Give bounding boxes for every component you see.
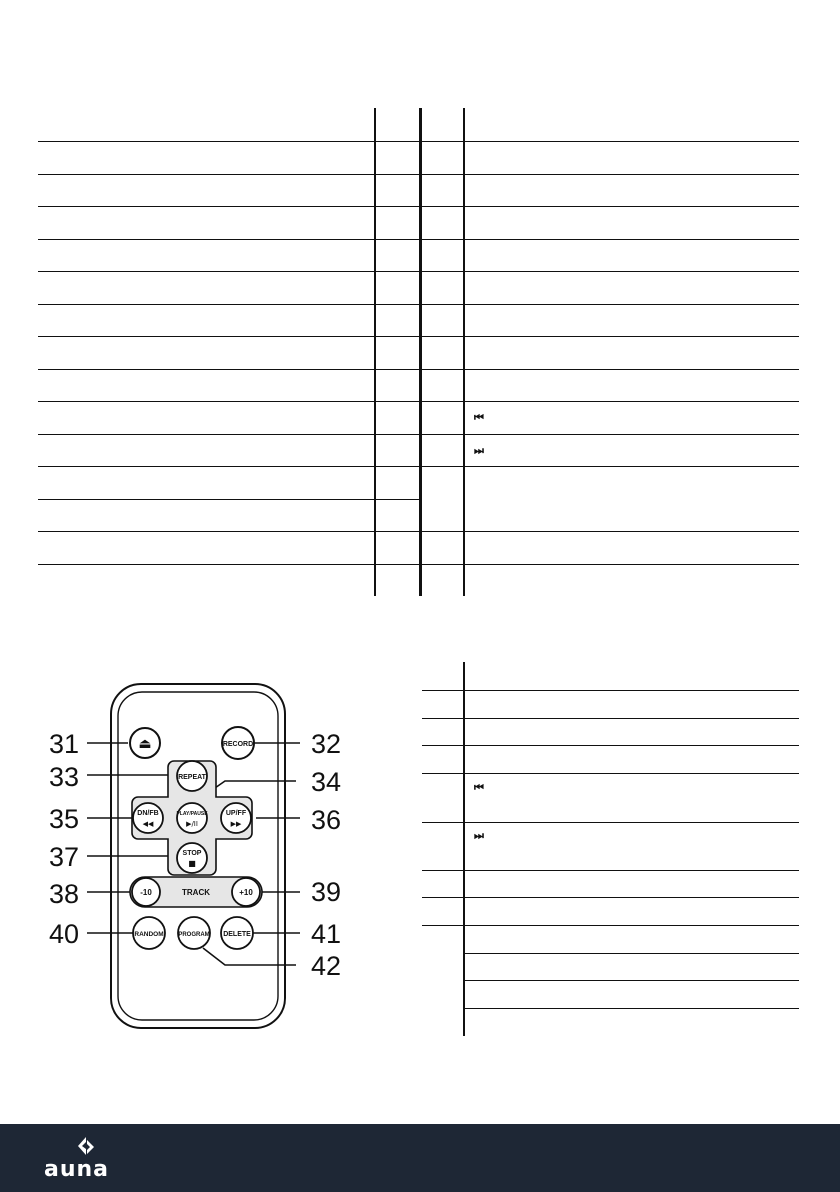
- top-table-row-line: [376, 564, 420, 565]
- bottom-table-row-line: [465, 953, 799, 954]
- top-table-row-line: [422, 271, 799, 272]
- top-table-row-line: [38, 499, 376, 500]
- auna-logo-text: auna: [44, 1157, 110, 1182]
- top-table-row-line: [376, 141, 420, 142]
- top-table-row-line: [422, 531, 799, 532]
- callout-number-35: 35: [49, 804, 80, 834]
- record-button-label: RECORD: [222, 741, 254, 748]
- play-pause-button-label: PLAY/PAUSE: [176, 811, 208, 817]
- top-table-row-line: [422, 434, 799, 435]
- bottom-table-row-line: [422, 718, 799, 719]
- bottom-table-row-line: [422, 822, 799, 823]
- top-table-row-line: [376, 239, 420, 240]
- top-table-row-line: [376, 466, 420, 467]
- skip-previous-icon: ⏮: [474, 411, 484, 424]
- footer-bar: [0, 1124, 840, 1192]
- top-table-row-line: [38, 271, 376, 272]
- top-table-row-line: [38, 336, 376, 337]
- random-button-label: RANDOM: [134, 931, 164, 938]
- top-table-row-line: [376, 434, 420, 435]
- top-table-row-line: [38, 466, 376, 467]
- up-ff-button-label: UP/FF: [225, 810, 247, 817]
- play-pause-icon: ▶/II: [186, 820, 198, 828]
- top-table-row-line: [422, 304, 799, 305]
- callout-number-41: 41: [311, 919, 342, 949]
- top-table-row-line: [422, 206, 799, 207]
- fast-forward-icon: ▶▶: [230, 820, 242, 828]
- top-table-row-line: [422, 369, 799, 370]
- callout-number-31: 31: [49, 729, 80, 759]
- skip-next-icon: ⏭: [474, 444, 484, 457]
- top-table-row-line: [38, 434, 376, 435]
- bottom-table-row-line: [422, 745, 799, 746]
- program-button-label: PROGRAM: [178, 932, 210, 938]
- top-table-row-line: [38, 141, 376, 142]
- top-table-row-line: [376, 304, 420, 305]
- play-pause-button: [177, 803, 207, 833]
- bottom-table-row-line: [422, 690, 799, 691]
- top-table-row-line: [376, 271, 420, 272]
- up-ff-button: [221, 803, 251, 833]
- top-table-row-line: [376, 531, 420, 532]
- plus10-button-label: +10: [239, 888, 253, 897]
- skip-next-icon: ⏭: [474, 829, 484, 842]
- bottom-table-row-line: [465, 980, 799, 981]
- top-table-row-line: [38, 206, 376, 207]
- callout-number-32: 32: [311, 729, 342, 759]
- dn-fb-button: [133, 803, 163, 833]
- top-table-row-line: [38, 531, 376, 532]
- top-table-row-line: [38, 304, 376, 305]
- bottom-table-row-line: [422, 773, 799, 774]
- callout-number-40: 40: [49, 919, 80, 949]
- callout-number-36: 36: [311, 805, 342, 835]
- remote-control-illustration: [0, 640, 420, 1040]
- callout-number-34: 34: [311, 767, 342, 797]
- top-table-row-line: [38, 401, 376, 402]
- minus10-button-label: -10: [140, 888, 152, 897]
- bottom-table-row-line: [422, 925, 799, 926]
- top-table-row-line: [422, 174, 799, 175]
- dn-fb-button-label: DN/FB: [137, 810, 159, 817]
- stop-icon: ■: [188, 859, 196, 868]
- callout-number-42: 42: [311, 951, 342, 981]
- bottom-table-row-line: [422, 870, 799, 871]
- repeat-button-label: REPEAT: [178, 774, 206, 781]
- top-table-row-line: [376, 206, 420, 207]
- top-table-row-line: [38, 239, 376, 240]
- top-table-row-line: [376, 369, 420, 370]
- top-table-row-line: [376, 336, 420, 337]
- top-table-row-line: [422, 239, 799, 240]
- top-table-row-line: [376, 499, 420, 500]
- top-table-row-line: [38, 174, 376, 175]
- top-table-row-line: [422, 141, 799, 142]
- top-table-row-line: [422, 466, 799, 467]
- callout-number-39: 39: [311, 877, 342, 907]
- bottom-table-row-line: [465, 1008, 799, 1009]
- top-table-row-line: [38, 369, 376, 370]
- callout-number-33: 33: [49, 762, 80, 792]
- stop-button: [177, 843, 207, 873]
- top-table-row-line: [376, 174, 420, 175]
- rewind-icon: ◀◀: [142, 820, 154, 828]
- top-table-row-line: [376, 401, 420, 402]
- top-table-col-line: [374, 108, 376, 596]
- delete-button-label: DELETE: [223, 931, 251, 938]
- top-table-col-line: [419, 108, 422, 596]
- auna-logo-mark-icon: [74, 1136, 98, 1158]
- callout-number-38: 38: [49, 879, 80, 909]
- stop-button-label: STOP: [182, 850, 202, 857]
- top-table-row-line: [422, 336, 799, 337]
- top-table-row-line: [422, 401, 799, 402]
- top-table-row-line: [422, 564, 799, 565]
- top-table-row-line: [38, 564, 376, 565]
- eject-icon: ⏏: [138, 736, 152, 752]
- bottom-table-row-line: [422, 897, 799, 898]
- track-label: TRACK: [182, 888, 210, 897]
- skip-previous-icon: ⏮: [474, 781, 484, 794]
- top-table-col-line: [463, 108, 465, 596]
- callout-number-37: 37: [49, 842, 80, 872]
